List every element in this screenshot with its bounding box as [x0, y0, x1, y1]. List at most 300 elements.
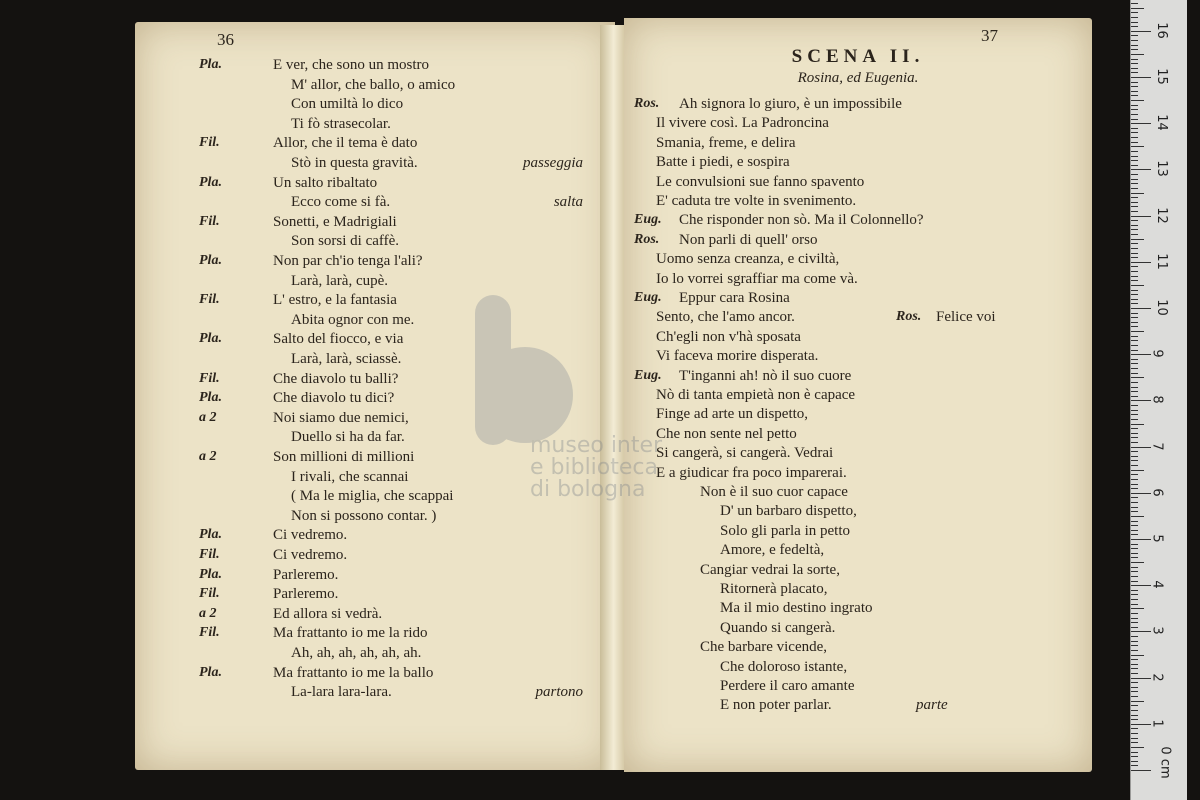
ruler-tick — [1131, 243, 1138, 244]
ruler-tick — [1131, 276, 1138, 277]
verse-text: Ah, ah, ah, ah, ah, ah. — [291, 645, 422, 661]
ruler-tick — [1131, 12, 1138, 13]
ruler-tick — [1131, 382, 1138, 383]
speaker-label: Pla. — [199, 664, 222, 680]
verse-text: Le convulsioni sue fanno spavento — [656, 173, 865, 190]
ruler-tick — [1131, 17, 1138, 18]
verse-text: Smania, freme, e delira — [656, 134, 796, 151]
text-line — [135, 486, 615, 506]
speaker-label: a 2 — [199, 605, 217, 621]
ruler-tick — [1131, 68, 1138, 69]
page-number-right: 37 — [981, 26, 998, 45]
ruler-tick — [1131, 359, 1138, 360]
ruler-tick — [1131, 35, 1138, 36]
ruler-tick — [1131, 530, 1138, 531]
ruler-tick — [1131, 396, 1138, 397]
text-line — [135, 75, 615, 95]
ruler-tick — [1131, 82, 1138, 83]
ruler-tick — [1131, 650, 1138, 651]
ruler-tick — [1131, 613, 1138, 614]
ruler-tick — [1131, 645, 1138, 646]
ruler-tick — [1131, 303, 1138, 304]
ruler-tick — [1131, 165, 1138, 166]
ruler-tick — [1131, 229, 1138, 230]
ruler-tick — [1131, 728, 1138, 729]
ruler-tick — [1131, 114, 1138, 115]
text-line — [135, 173, 615, 193]
verse-text: Non è il suo cuor capace — [700, 484, 848, 500]
text-line — [624, 540, 1092, 560]
ruler-tick — [1131, 299, 1138, 300]
text-line — [624, 210, 1092, 230]
text-line — [624, 598, 1092, 618]
ruler-tick — [1131, 470, 1144, 471]
stage-direction: passeggia — [523, 155, 583, 171]
verse-text: Io lo vorrei sgraffiar ma come và. — [656, 270, 858, 287]
ruler-tick — [1131, 752, 1138, 753]
ruler-tick — [1131, 594, 1138, 595]
verse-text: Cangiar vedrai la sorte, — [700, 561, 840, 578]
ruler-tick — [1131, 350, 1138, 351]
verse-text: Amore, e fedeltà, — [720, 542, 825, 559]
ruler-tick — [1131, 54, 1144, 55]
ruler-tick — [1131, 290, 1138, 291]
verse-text: Ma il mio destino ingrato — [720, 600, 873, 617]
ruler-tick — [1131, 169, 1151, 170]
right-page — [624, 18, 1092, 772]
verse-text: Sento, che l'amo ancor. — [656, 309, 795, 326]
ruler-number: 12 — [1153, 206, 1169, 224]
verse-text: Vi faceva morire disperata. — [656, 348, 819, 365]
ruler-tick — [1131, 271, 1138, 272]
verse-text: Ed allora si vedrà. — [273, 605, 383, 622]
text-line — [624, 560, 1092, 580]
verse-text: Larà, larà, sciassè. — [291, 351, 402, 367]
speaker-label: a 2 — [199, 449, 217, 464]
ruler-tick — [1131, 516, 1144, 517]
speaker-label: Pla. — [199, 566, 222, 582]
text-line — [624, 249, 1092, 269]
text-line — [135, 55, 615, 75]
ruler-tick — [1131, 608, 1144, 609]
ruler-tick — [1131, 128, 1138, 129]
verse-text: Nò di tanta empietà non è capace — [656, 387, 856, 403]
ruler-tick — [1131, 590, 1138, 591]
ruler-tick — [1131, 548, 1138, 549]
text-line — [624, 657, 1092, 677]
text-line — [624, 133, 1092, 153]
text-line — [135, 251, 615, 271]
measurement-ruler — [1130, 0, 1187, 800]
text-line — [624, 113, 1092, 133]
ruler-tick — [1131, 631, 1151, 632]
ruler-tick — [1131, 710, 1138, 711]
text-line — [135, 290, 615, 310]
text-line — [135, 271, 615, 291]
verse-text: Son millioni di millioni — [273, 449, 415, 465]
ruler-tick — [1131, 655, 1144, 656]
ruler-number: 8 — [1149, 395, 1165, 405]
ruler-number: 6 — [1149, 488, 1165, 497]
ruler-tick — [1131, 562, 1144, 563]
ruler-tick — [1131, 137, 1138, 138]
ruler-tick — [1131, 447, 1151, 448]
ruler-tick — [1131, 497, 1138, 498]
ruler-tick — [1131, 3, 1138, 4]
speaker-label: a 2 — [199, 409, 217, 425]
verse-text: E non poter parlar. — [720, 697, 832, 714]
verse-text: Solo gli parla in petto — [720, 522, 850, 539]
verse-text: Ci vedremo. — [273, 547, 348, 563]
ruler-tick — [1131, 581, 1138, 582]
watermark-text-2: e biblioteca — [530, 455, 658, 480]
text-line — [135, 369, 615, 389]
ruler-number: 15 — [1153, 68, 1169, 85]
ruler-tick — [1131, 322, 1138, 323]
scene-title: SCENA II. — [791, 46, 925, 67]
ruler-tick — [1131, 151, 1138, 152]
ruler-tick — [1131, 571, 1138, 572]
ruler-tick — [1131, 705, 1138, 706]
ruler-tick — [1131, 442, 1138, 443]
watermark-text-3: di bologna — [530, 477, 646, 502]
verse-text: Che risponder non sò. Ma il Colonnello? — [679, 212, 924, 229]
ruler-tick — [1131, 326, 1138, 327]
text-line — [135, 310, 615, 330]
ruler-tick — [1131, 253, 1138, 254]
verse-text: E ver, che sono un mostro — [273, 57, 430, 73]
ruler-tick — [1131, 456, 1138, 457]
speaker-label: Pla. — [199, 390, 222, 406]
ruler-tick — [1131, 179, 1138, 180]
ruler-tick — [1131, 641, 1138, 642]
ruler-tick — [1131, 146, 1144, 147]
speaker-label: Eug. — [634, 367, 662, 383]
ruler-tick — [1131, 507, 1138, 508]
text-line — [135, 545, 615, 565]
ruler-tick — [1131, 525, 1138, 526]
ruler-number: 7 — [1149, 441, 1165, 451]
ruler-tick — [1131, 451, 1138, 452]
verse-text: Ritornerà placato, — [720, 581, 828, 597]
verse-text: Un salto ribaltato — [273, 174, 378, 191]
ruler-tick — [1131, 636, 1138, 637]
ruler-tick — [1131, 40, 1138, 41]
ruler-tick — [1131, 627, 1138, 628]
watermark-text-1: museo inter — [530, 433, 663, 458]
ruler-number: 4 — [1149, 580, 1165, 589]
ruler-tick — [1131, 557, 1138, 558]
verse-text: Son sorsi di caffè. — [291, 233, 400, 250]
stage-verse: Felice voi — [936, 309, 996, 326]
text-line — [135, 682, 615, 702]
ruler-tick — [1131, 285, 1144, 286]
speaker-label: Pla. — [199, 174, 222, 190]
ruler-tick — [1131, 479, 1138, 480]
verse-text: La-lara lara-lara. — [291, 684, 392, 701]
ruler-tick — [1131, 387, 1138, 388]
ruler-number: 16 — [1153, 22, 1169, 39]
text-line — [135, 114, 615, 134]
ruler-tick — [1131, 544, 1138, 545]
ruler-tick — [1131, 724, 1151, 725]
ruler-number: 10 — [1153, 299, 1169, 316]
ruler-tick — [1131, 363, 1138, 364]
scene-characters: Rosina, ed Eugenia. — [797, 70, 919, 86]
ruler-tick — [1131, 567, 1138, 568]
ruler-number: 11 — [1153, 253, 1169, 270]
speaker-label: Pla. — [199, 253, 222, 268]
ruler-tick — [1131, 91, 1138, 92]
verse-text: M' allor, che ballo, o amico — [291, 76, 456, 93]
ruler-tick — [1131, 142, 1138, 143]
text-line — [135, 604, 615, 624]
verse-text: Salto del fiocco, e via — [273, 331, 404, 348]
ruler-tick — [1131, 280, 1138, 281]
verse-text: E' caduta tre volte in svenimento. — [656, 193, 857, 209]
ruler-tick — [1131, 585, 1151, 586]
speaker-label: Ros. — [634, 96, 660, 111]
text-line — [624, 676, 1092, 696]
verse-text: I rivali, che scannai — [291, 468, 409, 485]
ruler-number: 13 — [1153, 160, 1169, 178]
text-line — [135, 506, 615, 526]
text-line — [135, 133, 615, 153]
text-line — [135, 231, 615, 251]
ruler-tick — [1131, 220, 1138, 221]
ruler-tick — [1131, 691, 1138, 692]
speaker-label: Eug. — [634, 212, 662, 228]
text-line — [624, 521, 1092, 541]
speaker-label: Fil. — [199, 213, 220, 229]
ruler-tick — [1131, 193, 1144, 194]
ruler-tick — [1131, 715, 1138, 716]
verse-text: Non si possono contar. ) — [291, 507, 437, 524]
speaker-label: Fil. — [199, 586, 220, 602]
ruler-tick — [1131, 156, 1138, 157]
text-line — [624, 307, 1092, 327]
verse-text: Con umiltà lo dico — [291, 96, 404, 113]
text-line — [135, 565, 615, 585]
ruler-tick — [1131, 405, 1138, 406]
ruler-tick — [1131, 539, 1151, 540]
text-line — [135, 329, 615, 349]
ruler-tick — [1131, 211, 1138, 212]
text-line — [624, 463, 1092, 483]
ruler-tick — [1131, 428, 1138, 429]
ruler-tick — [1131, 696, 1138, 697]
verse-text: Eppur cara Rosina — [679, 290, 790, 306]
verse-text: E a giudicar fra poco imparerai. — [656, 464, 847, 481]
text-line — [135, 525, 615, 545]
ruler-tick — [1131, 604, 1138, 605]
text-line — [624, 230, 1092, 250]
text-line — [624, 152, 1092, 172]
ruler-tick — [1131, 86, 1138, 87]
ruler-tick — [1131, 202, 1138, 203]
ruler-tick — [1131, 239, 1144, 240]
ruler-tick — [1131, 493, 1151, 494]
ruler-tick — [1131, 266, 1138, 267]
ruler-tick — [1131, 234, 1138, 235]
verse-text: Larà, larà, cupè. — [291, 272, 389, 289]
verse-text: Stò in questa gravità. — [291, 155, 418, 171]
verse-text: Batte i piedi, e sospira — [656, 154, 790, 171]
ruler-tick — [1131, 622, 1138, 623]
verse-text: Ecco come si fà. — [291, 194, 391, 211]
ruler-number: 9 — [1149, 349, 1165, 358]
ruler-number: 3 — [1149, 626, 1165, 636]
ruler-tick — [1131, 701, 1144, 702]
verse-text: Non par ch'io tenga l'ali? — [273, 253, 423, 269]
speaker-label: Eug. — [634, 290, 662, 305]
ruler-tick — [1131, 313, 1138, 314]
stage-direction: Ros. — [896, 309, 922, 325]
ruler-tick — [1131, 248, 1138, 249]
ruler-tick — [1131, 414, 1138, 415]
verse-text: Noi siamo due nemici, — [273, 409, 409, 426]
verse-text: Che non sente nel petto — [656, 425, 797, 442]
verse-text: Allor, che il tema è dato — [273, 135, 418, 152]
verse-text: Duello si ha da far. — [291, 429, 405, 446]
text-line — [135, 349, 615, 369]
text-line — [624, 618, 1092, 638]
ruler-tick — [1131, 197, 1138, 198]
text-line — [135, 663, 615, 683]
speaker-label: Fil. — [199, 625, 220, 641]
text-line — [624, 579, 1092, 599]
verse-text: Parleremo. — [273, 566, 339, 583]
ruler-tick — [1131, 599, 1138, 600]
ruler-tick — [1131, 206, 1138, 207]
ruler-tick — [1131, 682, 1138, 683]
ruler-tick — [1131, 345, 1138, 346]
ruler-tick — [1131, 521, 1138, 522]
ruler-tick — [1131, 262, 1151, 263]
left-page — [135, 22, 615, 770]
verse-text: Uomo senza creanza, e civiltà, — [656, 251, 840, 268]
ruler-tick — [1131, 105, 1138, 106]
ruler-tick — [1131, 424, 1144, 425]
ruler-number: 2 — [1149, 672, 1165, 682]
verse-text: Parleremo. — [273, 586, 339, 603]
ruler-tick — [1131, 738, 1138, 739]
verse-text: Che barbare vicende, — [700, 639, 828, 656]
ruler-tick — [1131, 673, 1138, 674]
speaker-label: Ros. — [634, 231, 660, 247]
text-line — [135, 153, 615, 173]
text-line — [624, 94, 1092, 114]
ruler-unit-label: 0 cm — [1157, 746, 1173, 779]
speaker-label: Fil. — [199, 370, 220, 386]
verse-text: Abita ognor con me. — [291, 311, 415, 328]
verse-text: Che doloroso istante, — [720, 658, 848, 675]
ruler-tick — [1131, 668, 1138, 669]
verse-text: Perdere il caro amante — [720, 678, 855, 694]
text-line — [624, 385, 1092, 405]
ruler-tick — [1131, 45, 1138, 46]
ruler-tick — [1131, 95, 1138, 96]
ruler-tick — [1131, 377, 1144, 378]
ruler-tick — [1131, 502, 1138, 503]
ruler-tick — [1131, 8, 1144, 9]
verse-text: Si cangerà, si cangerà. Vedrai — [656, 445, 834, 462]
verse-text: Ch'egli non v'hà sposata — [656, 328, 801, 345]
text-line — [624, 637, 1092, 657]
ruler-tick — [1131, 308, 1151, 309]
stage-direction: salta — [553, 194, 583, 211]
ruler-tick — [1131, 257, 1138, 258]
text-line — [624, 269, 1092, 289]
ruler-tick — [1131, 216, 1151, 217]
ruler-tick — [1131, 719, 1138, 720]
text-line — [135, 623, 615, 643]
ruler-tick — [1131, 317, 1138, 318]
ruler-tick — [1131, 294, 1138, 295]
ruler-tick — [1131, 756, 1138, 757]
ruler-number: 14 — [1153, 114, 1169, 131]
text-line — [135, 212, 615, 232]
ruler-tick — [1131, 576, 1138, 577]
text-line — [624, 346, 1092, 366]
ruler-tick — [1131, 687, 1138, 688]
ruler-tick — [1131, 340, 1138, 341]
verse-text: Il vivere così. La Padroncina — [656, 115, 829, 132]
ruler-tick — [1131, 765, 1138, 766]
text-line — [624, 172, 1092, 192]
ruler-tick — [1131, 174, 1138, 175]
stage-direction: partono — [535, 684, 583, 701]
ruler-tick — [1131, 419, 1138, 420]
ruler-tick — [1131, 553, 1138, 554]
text-line — [135, 94, 615, 114]
text-line — [624, 327, 1092, 347]
ruler-tick — [1131, 465, 1138, 466]
ruler-tick — [1131, 72, 1138, 73]
text-line — [624, 404, 1092, 424]
ruler-tick — [1131, 123, 1151, 124]
speaker-label: Pla. — [199, 57, 222, 72]
text-line — [135, 643, 615, 663]
ruler-tick — [1131, 400, 1151, 401]
text-line — [624, 366, 1092, 386]
verse-text: Ci vedremo. — [273, 527, 348, 544]
ruler-tick — [1131, 373, 1138, 374]
verse-text: T'inganni ah! nò il suo cuore — [679, 367, 852, 384]
ruler-tick — [1131, 484, 1138, 485]
verse-text: Ah signora lo giuro, è un impossibile — [679, 96, 902, 112]
verse-text: Non parli di quell' orso — [679, 231, 818, 248]
text-line — [135, 584, 615, 604]
verse-text: Finge ad arte un dispetto, — [656, 406, 809, 423]
text-line — [624, 482, 1092, 502]
text-line — [624, 191, 1092, 211]
ruler-tick — [1131, 188, 1138, 189]
ruler-tick — [1131, 659, 1138, 660]
verse-text: Che diavolo tu dici? — [273, 390, 395, 407]
text-line — [624, 695, 1092, 715]
text-line — [624, 288, 1092, 308]
ruler-tick — [1131, 474, 1138, 475]
stage-direction: parte — [916, 697, 948, 714]
verse-text: Ti fò strasecolar. — [291, 115, 391, 132]
verse-text: Quando si cangerà. — [720, 619, 836, 636]
ruler-tick — [1131, 225, 1138, 226]
text-line — [135, 467, 615, 487]
text-line — [624, 443, 1092, 463]
ruler-tick — [1131, 63, 1138, 64]
verse-text: D' un barbaro dispetto, — [720, 503, 857, 520]
